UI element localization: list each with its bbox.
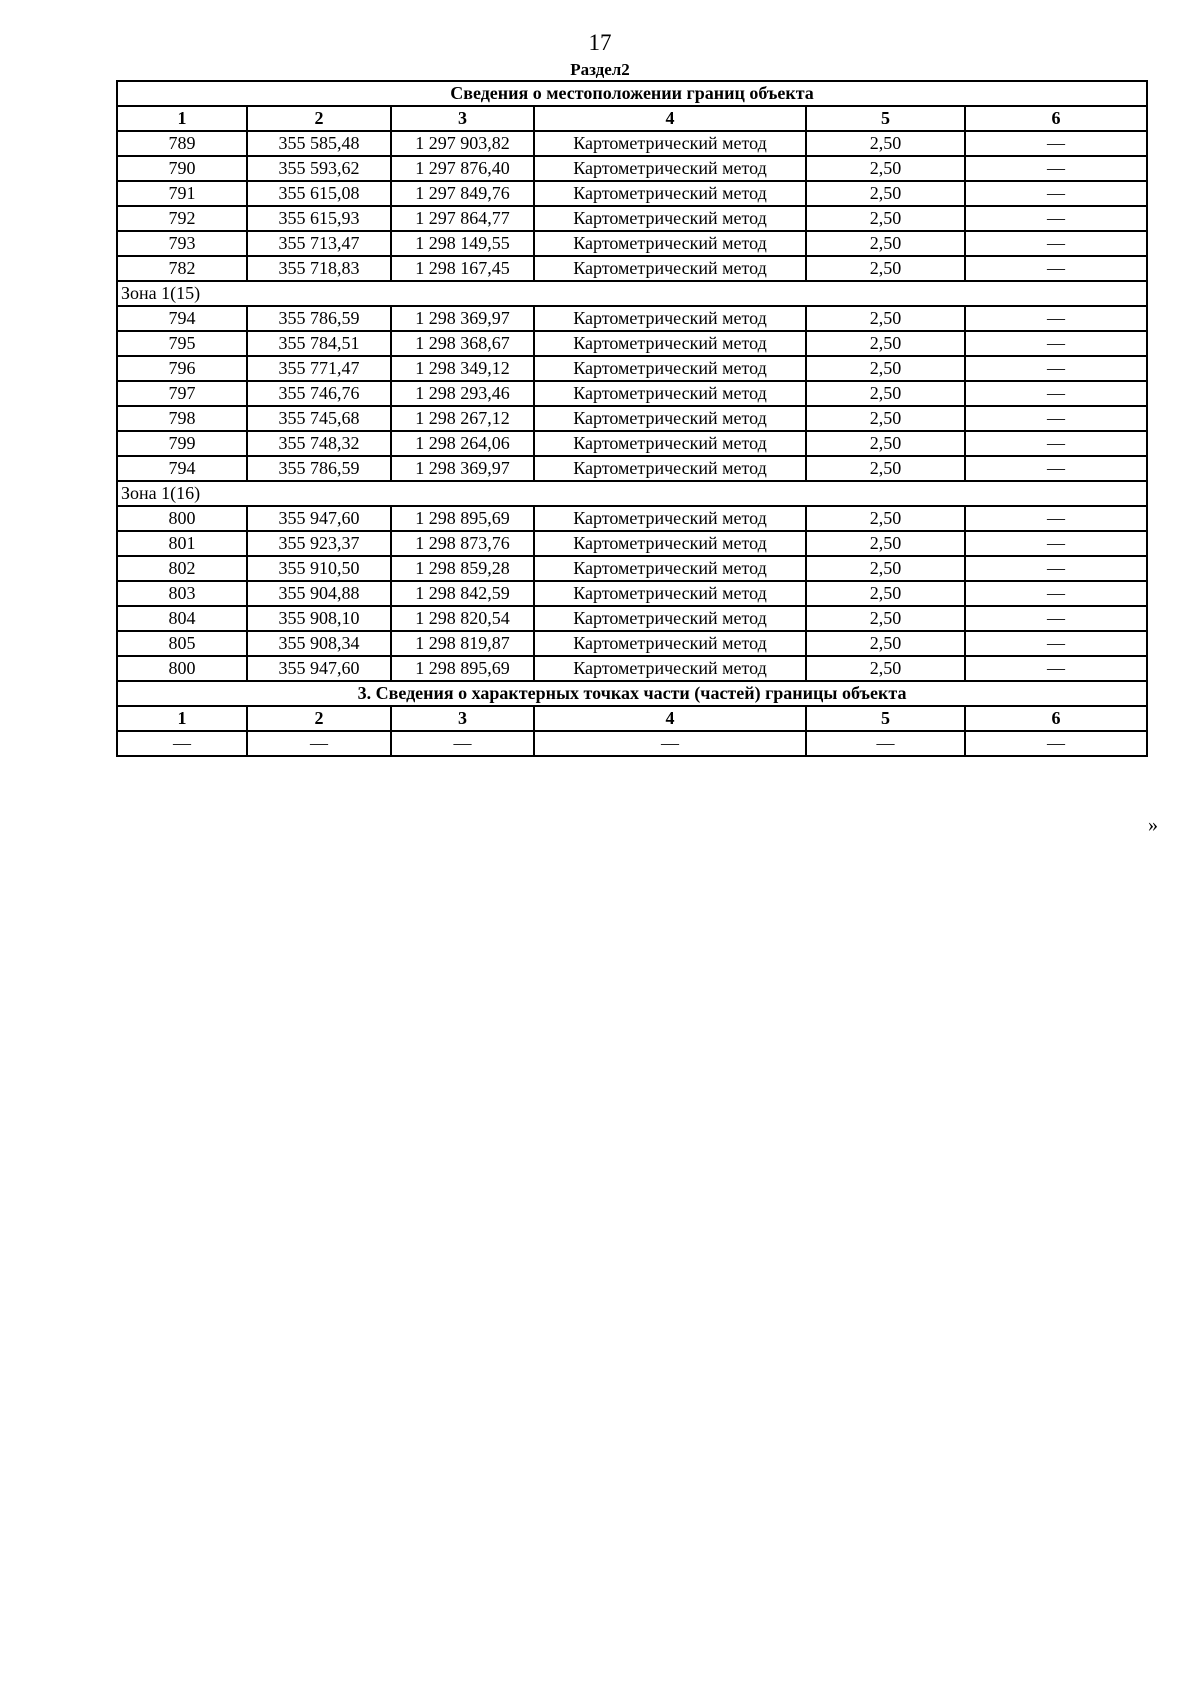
table-cell: 2,50: [806, 456, 965, 481]
table-cell: 803: [117, 581, 247, 606]
table-cell: 1 298 369,97: [391, 456, 534, 481]
column-header: 5: [806, 706, 965, 731]
table-cell: 800: [117, 506, 247, 531]
table-cell: 355 947,60: [247, 506, 391, 531]
table-row: [117, 456, 1147, 481]
table-row: [117, 631, 1147, 656]
column-header: 6: [965, 106, 1147, 131]
table-cell: 804: [117, 606, 247, 631]
table-cell: 355 908,34: [247, 631, 391, 656]
table-cell: 355 947,60: [247, 656, 391, 681]
table-cell: 1 298 842,59: [391, 581, 534, 606]
zone-row: [117, 481, 1147, 506]
table-cell: —: [965, 381, 1147, 406]
table-row: [117, 306, 1147, 331]
table-cell: 2,50: [806, 331, 965, 356]
table-cell: 355 615,08: [247, 181, 391, 206]
table-cell: 795: [117, 331, 247, 356]
table-cell: 355 746,76: [247, 381, 391, 406]
table-cell: 2,50: [806, 306, 965, 331]
table-row: [117, 656, 1147, 681]
table-cell: —: [965, 356, 1147, 381]
table-cell: 782: [117, 256, 247, 281]
column-header: 1: [117, 706, 247, 731]
table-cell: 1 298 293,46: [391, 381, 534, 406]
table-cell: 1 298 369,97: [391, 306, 534, 331]
table-cell: 796: [117, 356, 247, 381]
table-row: [117, 381, 1147, 406]
table-title: Сведения о местоположении границ объекта: [117, 81, 1147, 106]
table-cell: —: [965, 431, 1147, 456]
table-cell: Картометрический метод: [534, 181, 806, 206]
table-cell: Картометрический метод: [534, 331, 806, 356]
table-cell: 1 297 903,82: [391, 131, 534, 156]
table-cell: 793: [117, 231, 247, 256]
table-cell: 355 748,32: [247, 431, 391, 456]
table-cell: 1 298 820,54: [391, 606, 534, 631]
table-row: [117, 531, 1147, 556]
table-cell: 789: [117, 131, 247, 156]
zone-row: [117, 281, 1147, 306]
table-row: [117, 331, 1147, 356]
table-cell: 798: [117, 406, 247, 431]
table-cell: 355 786,59: [247, 306, 391, 331]
table-cell: 2,50: [806, 556, 965, 581]
table-cell: —: [965, 131, 1147, 156]
table-cell: 355 615,93: [247, 206, 391, 231]
table-cell: 355 786,59: [247, 456, 391, 481]
table-cell: 355 745,68: [247, 406, 391, 431]
table-row: [117, 406, 1147, 431]
section3-row: [117, 731, 1147, 756]
table-cell: —: [965, 456, 1147, 481]
table-cell: 1 298 349,12: [391, 356, 534, 381]
table-cell: Картометрический метод: [534, 506, 806, 531]
table-cell: —: [965, 306, 1147, 331]
table-cell: —: [965, 206, 1147, 231]
table-cell: 1 298 368,67: [391, 331, 534, 356]
table-cell: 2,50: [806, 356, 965, 381]
table-cell: —: [965, 331, 1147, 356]
table-cell: —: [965, 656, 1147, 681]
column-header: 5: [806, 106, 965, 131]
section-title: Раздел2: [570, 60, 630, 79]
table-cell: 1 298 819,87: [391, 631, 534, 656]
table-cell: Картометрический метод: [534, 631, 806, 656]
table-row: [117, 506, 1147, 531]
table-cell: 1 298 859,28: [391, 556, 534, 581]
section3-title-row: [117, 681, 1147, 706]
table-cell: 800: [117, 656, 247, 681]
table-cell: 799: [117, 431, 247, 456]
table-cell: 2,50: [806, 406, 965, 431]
table-cell: —: [965, 556, 1147, 581]
table-row: [117, 606, 1147, 631]
table-cell: —: [965, 156, 1147, 181]
column-header: 6: [965, 706, 1147, 731]
table-cell: 2,50: [806, 631, 965, 656]
table-cell: 355 771,47: [247, 356, 391, 381]
table-cell: Картометрический метод: [534, 356, 806, 381]
table-cell: 355 585,48: [247, 131, 391, 156]
table-cell: —: [965, 256, 1147, 281]
table-cell: 2,50: [806, 581, 965, 606]
table-cell: —: [965, 231, 1147, 256]
table-cell: 791: [117, 181, 247, 206]
table-cell: Картометрический метод: [534, 231, 806, 256]
table-cell: Картометрический метод: [534, 556, 806, 581]
table-cell: 805: [117, 631, 247, 656]
table-cell: 355 593,62: [247, 156, 391, 181]
table-cell: 1 298 873,76: [391, 531, 534, 556]
table-cell: Картометрический метод: [534, 306, 806, 331]
table-cell: 1 298 167,45: [391, 256, 534, 281]
table-cell: 1 298 267,12: [391, 406, 534, 431]
table-cell: —: [965, 606, 1147, 631]
table-cell: Картометрический метод: [534, 131, 806, 156]
table-cell: —: [965, 181, 1147, 206]
table-cell: —: [247, 731, 391, 756]
table-cell: 2,50: [806, 131, 965, 156]
table-cell: Картометрический метод: [534, 531, 806, 556]
table-cell: Картометрический метод: [534, 581, 806, 606]
table-cell: Картометрический метод: [534, 431, 806, 456]
table-cell: 2,50: [806, 656, 965, 681]
section3-title: 3. Сведения о характерных точках части (частей) границы объекта: [117, 681, 1147, 706]
column-header: 2: [247, 106, 391, 131]
table-cell: 2,50: [806, 606, 965, 631]
table-cell: Картометрический метод: [534, 656, 806, 681]
column-header: 4: [534, 706, 806, 731]
table-row: [117, 431, 1147, 456]
table-cell: 801: [117, 531, 247, 556]
table-cell: 355 923,37: [247, 531, 391, 556]
table-cell: —: [965, 406, 1147, 431]
table-row: [117, 131, 1147, 156]
page-number: 17: [588, 30, 612, 55]
table-cell: 2,50: [806, 256, 965, 281]
table-cell: 355 910,50: [247, 556, 391, 581]
column-header: 1: [117, 106, 247, 131]
table-cell: 2,50: [806, 431, 965, 456]
table-cell: 792: [117, 206, 247, 231]
table-cell: 1 298 264,06: [391, 431, 534, 456]
table-row: [117, 206, 1147, 231]
column-header: 4: [534, 106, 806, 131]
column-header: 3: [391, 706, 534, 731]
table-cell: Картометрический метод: [534, 156, 806, 181]
table-cell: Картометрический метод: [534, 206, 806, 231]
table-cell: 797: [117, 381, 247, 406]
table-cell: 355 908,10: [247, 606, 391, 631]
table-cell: 790: [117, 156, 247, 181]
section3-header-row: [117, 706, 1147, 731]
table-cell: 2,50: [806, 506, 965, 531]
table-cell: Картометрический метод: [534, 456, 806, 481]
table-cell: 2,50: [806, 531, 965, 556]
table-row: [117, 581, 1147, 606]
table-row: [117, 356, 1147, 381]
table-cell: —: [534, 731, 806, 756]
column-header: 3: [391, 106, 534, 131]
column-header: 2: [247, 706, 391, 731]
table-cell: —: [965, 581, 1147, 606]
closing-quote: »: [1148, 814, 1158, 836]
table-cell: 1 297 849,76: [391, 181, 534, 206]
column-header-row: [117, 106, 1147, 131]
table-cell: 1 297 876,40: [391, 156, 534, 181]
table-cell: 355 904,88: [247, 581, 391, 606]
zone-label: Зона 1(16): [117, 481, 1147, 506]
table-cell: 2,50: [806, 206, 965, 231]
zone-label: Зона 1(15): [117, 281, 1147, 306]
table-cell: 355 713,47: [247, 231, 391, 256]
boundary-table: [116, 80, 1148, 757]
table-row: [117, 256, 1147, 281]
table-cell: 2,50: [806, 181, 965, 206]
table-cell: —: [806, 731, 965, 756]
table-cell: Картометрический метод: [534, 381, 806, 406]
table-cell: 794: [117, 306, 247, 331]
table-cell: —: [117, 731, 247, 756]
table-cell: —: [965, 731, 1147, 756]
table-cell: 1 298 895,69: [391, 656, 534, 681]
table-row: [117, 156, 1147, 181]
table-row: [117, 556, 1147, 581]
table-cell: —: [391, 731, 534, 756]
table-cell: Картометрический метод: [534, 406, 806, 431]
table-cell: 1 297 864,77: [391, 206, 534, 231]
table-row: [117, 231, 1147, 256]
table-cell: 2,50: [806, 381, 965, 406]
table-cell: 794: [117, 456, 247, 481]
table-cell: 1 298 895,69: [391, 506, 534, 531]
boundary-table-body: [117, 81, 1147, 756]
table-cell: 355 718,83: [247, 256, 391, 281]
table-cell: 355 784,51: [247, 331, 391, 356]
table-cell: 2,50: [806, 156, 965, 181]
table-title-row: [117, 81, 1147, 106]
table-cell: 2,50: [806, 231, 965, 256]
table-cell: Картометрический метод: [534, 606, 806, 631]
table-cell: —: [965, 506, 1147, 531]
table-row: [117, 181, 1147, 206]
table-cell: —: [965, 531, 1147, 556]
table-cell: Картометрический метод: [534, 256, 806, 281]
table-cell: 1 298 149,55: [391, 231, 534, 256]
table-cell: —: [965, 631, 1147, 656]
table-cell: 802: [117, 556, 247, 581]
